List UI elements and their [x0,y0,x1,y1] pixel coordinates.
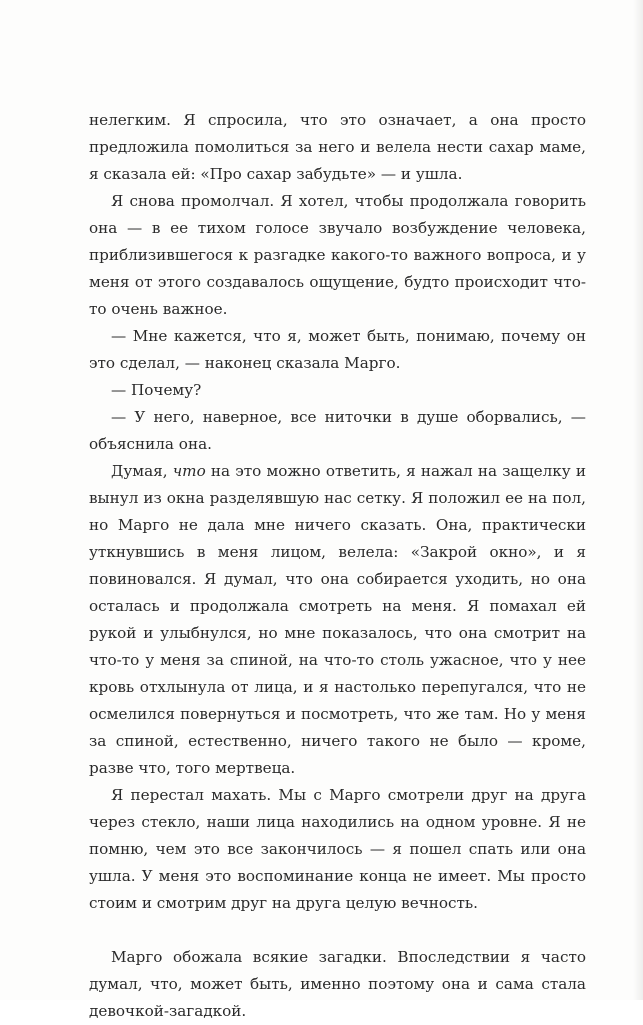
text-run: Думая, [111,462,173,480]
page-edge-shadow [633,0,643,1000]
paragraph [89,458,586,782]
paragraph-after-break: Марго обожала всякие загадки. Впоследствии я часто думал, что, может быть, именно поэтому она и сама стала девочкой-загадкой. [89,948,586,1020]
dialogue-line: — Мне кажется, что я, может быть, понимаю, почему он это сделал, — наконец сказала Марго. [89,327,586,372]
dialogue-line: — Почему? [111,381,202,399]
page-text [89,107,586,1025]
paragraph: Я перестал махать. Мы с Марго смотрели друг на друга через стекло, наши лица находились на одном уровне. Я не помню, чем это все закончилось — я пошел спать или она ушла. У меня это воспоминание конца не имеет. Мы просто стоим и смотрим друг на друга целую вечность. [89,786,586,912]
paragraph: Я снова промолчал. Я хотел, чтобы продолжала говорить она — в ее тихом голосе звучало возбуждение человека, приблизившегося к разгадке какого-то важного вопроса, и у меня от этого создавалось ощущение, будто происходит что-то очень важное. [89,192,586,318]
paragraph-continuation: нелегким. Я спросила, что это означает, а она просто предложила помолиться за него и велела нести сахар маме, я сказала ей: «Про сахар забудьте» — и ушла. [89,111,586,183]
dialogue-line: — У него, наверное, все ниточки в душе оборвались, — объяснила она. [89,408,586,453]
text-run: на это можно ответить, я нажал на защелку и вынул из окна разделявшую нас сетку. Я положил ее на пол, но Марго не дала мне ничего сказать. Она, практически уткнувшись в меня лицом, велела: «Закрой окно», и я повиновался. Я думал, что она собирается уходить, но она осталась и продолжала смотреть на меня. Я помахал ей рукой и улыбнулся, но мне показалось, что она смотрит на что-то у меня за спиной, на что-то столь ужасное, что у нее кровь отхлынула от лица, и я настолько перепугался, что не осмелился повернуться и посмотреть, что же там. Но у меня за спиной, естественно, ничего такого не было — кроме, разве что, того мертвеца. [89,462,587,777]
italic-word: что [172,462,206,480]
